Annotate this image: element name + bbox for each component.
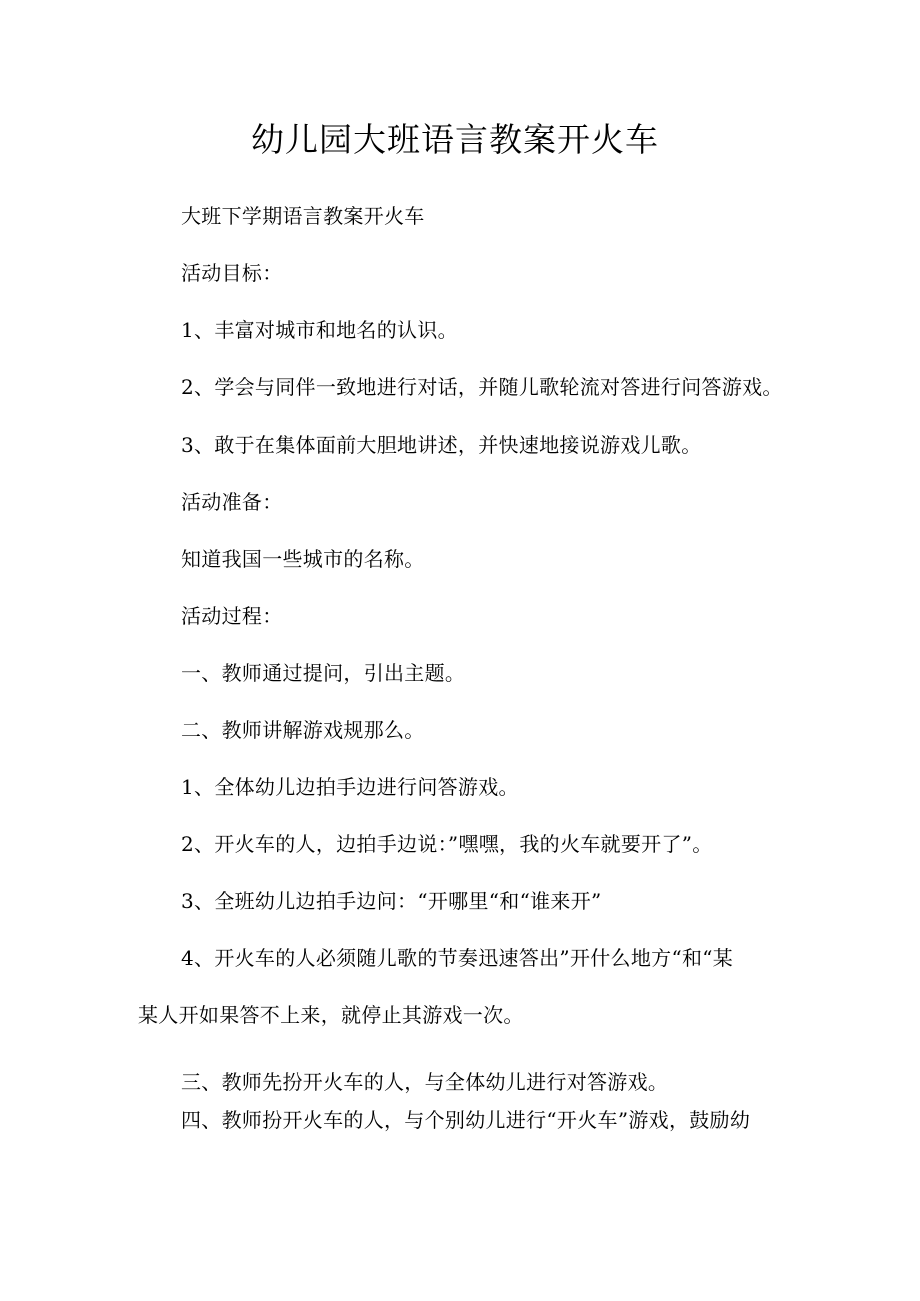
preparation-text: 知道我国一些城市的名称。: [181, 547, 425, 571]
rule-item-1: 1、全体幼儿边拍手边进行问答游戏。: [181, 775, 519, 799]
rule-item-2: 2、开火车的人，边拍手边说：”嘿嘿，我的火车就要开了”。: [181, 832, 713, 856]
document-title: 幼儿园大班语言教案开火车: [251, 120, 659, 159]
process-step-2: 二、教师讲解游戏规那么。: [181, 718, 425, 742]
rule-item-3: 3、全班幼儿边拍手边问：“开哪里“和“谁来开”: [181, 889, 602, 913]
rule-item-4-continued: 某人开如果答不上来，就停止其游戏一次。: [138, 1003, 524, 1027]
section-heading-process: 活动过程：: [181, 604, 283, 628]
section-heading-preparation: 活动准备：: [181, 490, 283, 514]
process-step-4: 四、教师扮开火车的人，与个别幼儿进行“开火车”游戏，鼓励幼: [181, 1108, 751, 1132]
subtitle-line: 大班下学期语言教案开火车: [181, 204, 425, 228]
rule-item-4: 4、开火车的人必须随儿歌的节奏迅速答出”开什么地方“和“某: [181, 946, 734, 970]
goal-item-3: 3、敢于在集体面前大胆地讲述，并快速地接说游戏儿歌。: [181, 433, 702, 457]
process-step-1: 一、教师通过提问，引出主题。: [181, 661, 466, 685]
goal-item-1: 1、丰富对城市和地名的认识。: [181, 318, 458, 342]
goal-item-2: 2、学会与同伴一致地进行对话，并随儿歌轮流对答进行问答游戏。: [181, 375, 783, 399]
section-heading-goals: 活动目标：: [181, 261, 283, 285]
process-step-3: 三、教师先扮开火车的人，与全体幼儿进行对答游戏。: [181, 1070, 669, 1094]
